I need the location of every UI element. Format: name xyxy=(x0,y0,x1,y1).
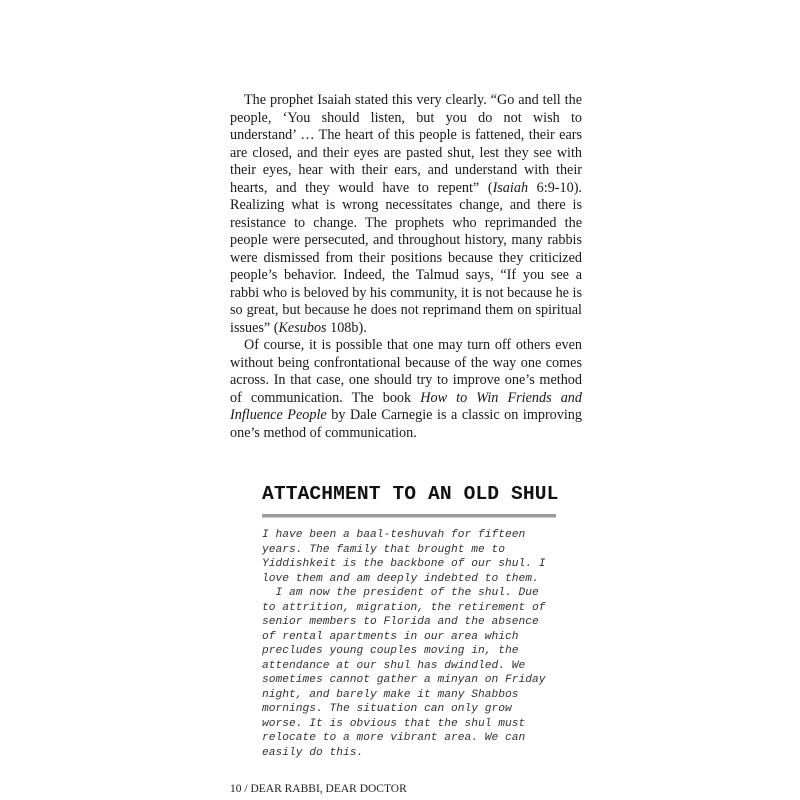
letter-line: senior members to Florida and the absence xyxy=(262,616,539,628)
sidebar-box xyxy=(262,482,562,760)
section-heading: ATTACHMENT TO AN OLD SHUL xyxy=(262,483,559,505)
citation: Kesubos xyxy=(278,319,327,336)
letter-line: I am now the president of the shul. Due xyxy=(262,587,539,599)
text: by Dale Carnegie is a classic on improving one’s method of communication. xyxy=(230,407,582,441)
letter-line: of rental apartments in our area which xyxy=(262,630,519,643)
letter-line: easily do this. xyxy=(262,746,364,759)
letter-line: night, and barely make it many Shabbos xyxy=(262,688,519,701)
letter-line: mornings. The situation can only grow xyxy=(262,703,512,715)
citation: Isaiah xyxy=(492,179,529,196)
text: 108b). xyxy=(326,319,367,336)
letter-line: worse. It is obvious that the shul must xyxy=(262,717,526,730)
heading-rule xyxy=(262,514,556,518)
text: The prophet Isaiah stated this very clearly. “Go and tell the people, ‘You should listen, but you do not wish to understand’ … The heart of this people is fattened, their ears are closed, and their eyes are pasted shut, lest they see with their eyes, hear with their ears, and understand with their hearts, and they would have to repent” ( xyxy=(230,92,582,196)
book-title: How to Win Friends and Influence People xyxy=(230,389,582,423)
page-footer: 10 / DEAR RABBI, DEAR DOCTOR xyxy=(230,783,407,795)
letter-line: years. The family that brought me to xyxy=(262,543,506,556)
letter-line: sometimes cannot gather a minyan on Friday xyxy=(262,674,546,686)
letter-line: to attrition, migration, the retirement of xyxy=(262,601,546,614)
paragraph xyxy=(230,92,582,337)
body-text xyxy=(230,92,582,442)
letter-line: precludes young couples moving in, the xyxy=(262,645,519,657)
paragraph xyxy=(230,337,582,442)
letter-line: I have been a baal-teshuvah for fifteen xyxy=(262,529,526,541)
text: 6:9-10). Realizing what is wrong necessitates change, and there is resistance to change. The prophets who reprimanded the people were persecuted, and throughout history, many rabbis were dismissed from their positions because they criticized people’s behavior. Indeed, the Talmud says, “If you see a rabbi who is beloved by his community, it is not because he is so great, but because he does not reprimand them on spiritual issues” ( xyxy=(230,179,582,336)
letter-line: Yiddishkeit is the backbone of our shul. I xyxy=(262,558,546,570)
text: Of course, it is possible that one may turn off others even without being confrontational because of the way one comes across. In that case, one should try to improve one’s method of communication. The book xyxy=(230,337,582,406)
letter-line: love them and am deeply indebted to them. xyxy=(262,572,539,585)
page xyxy=(230,0,582,796)
letter-line: relocate to a more vibrant area. We can xyxy=(262,732,526,744)
letter-line: attendance at our shul has dwindled. We xyxy=(262,659,526,672)
letter-text xyxy=(262,528,562,760)
